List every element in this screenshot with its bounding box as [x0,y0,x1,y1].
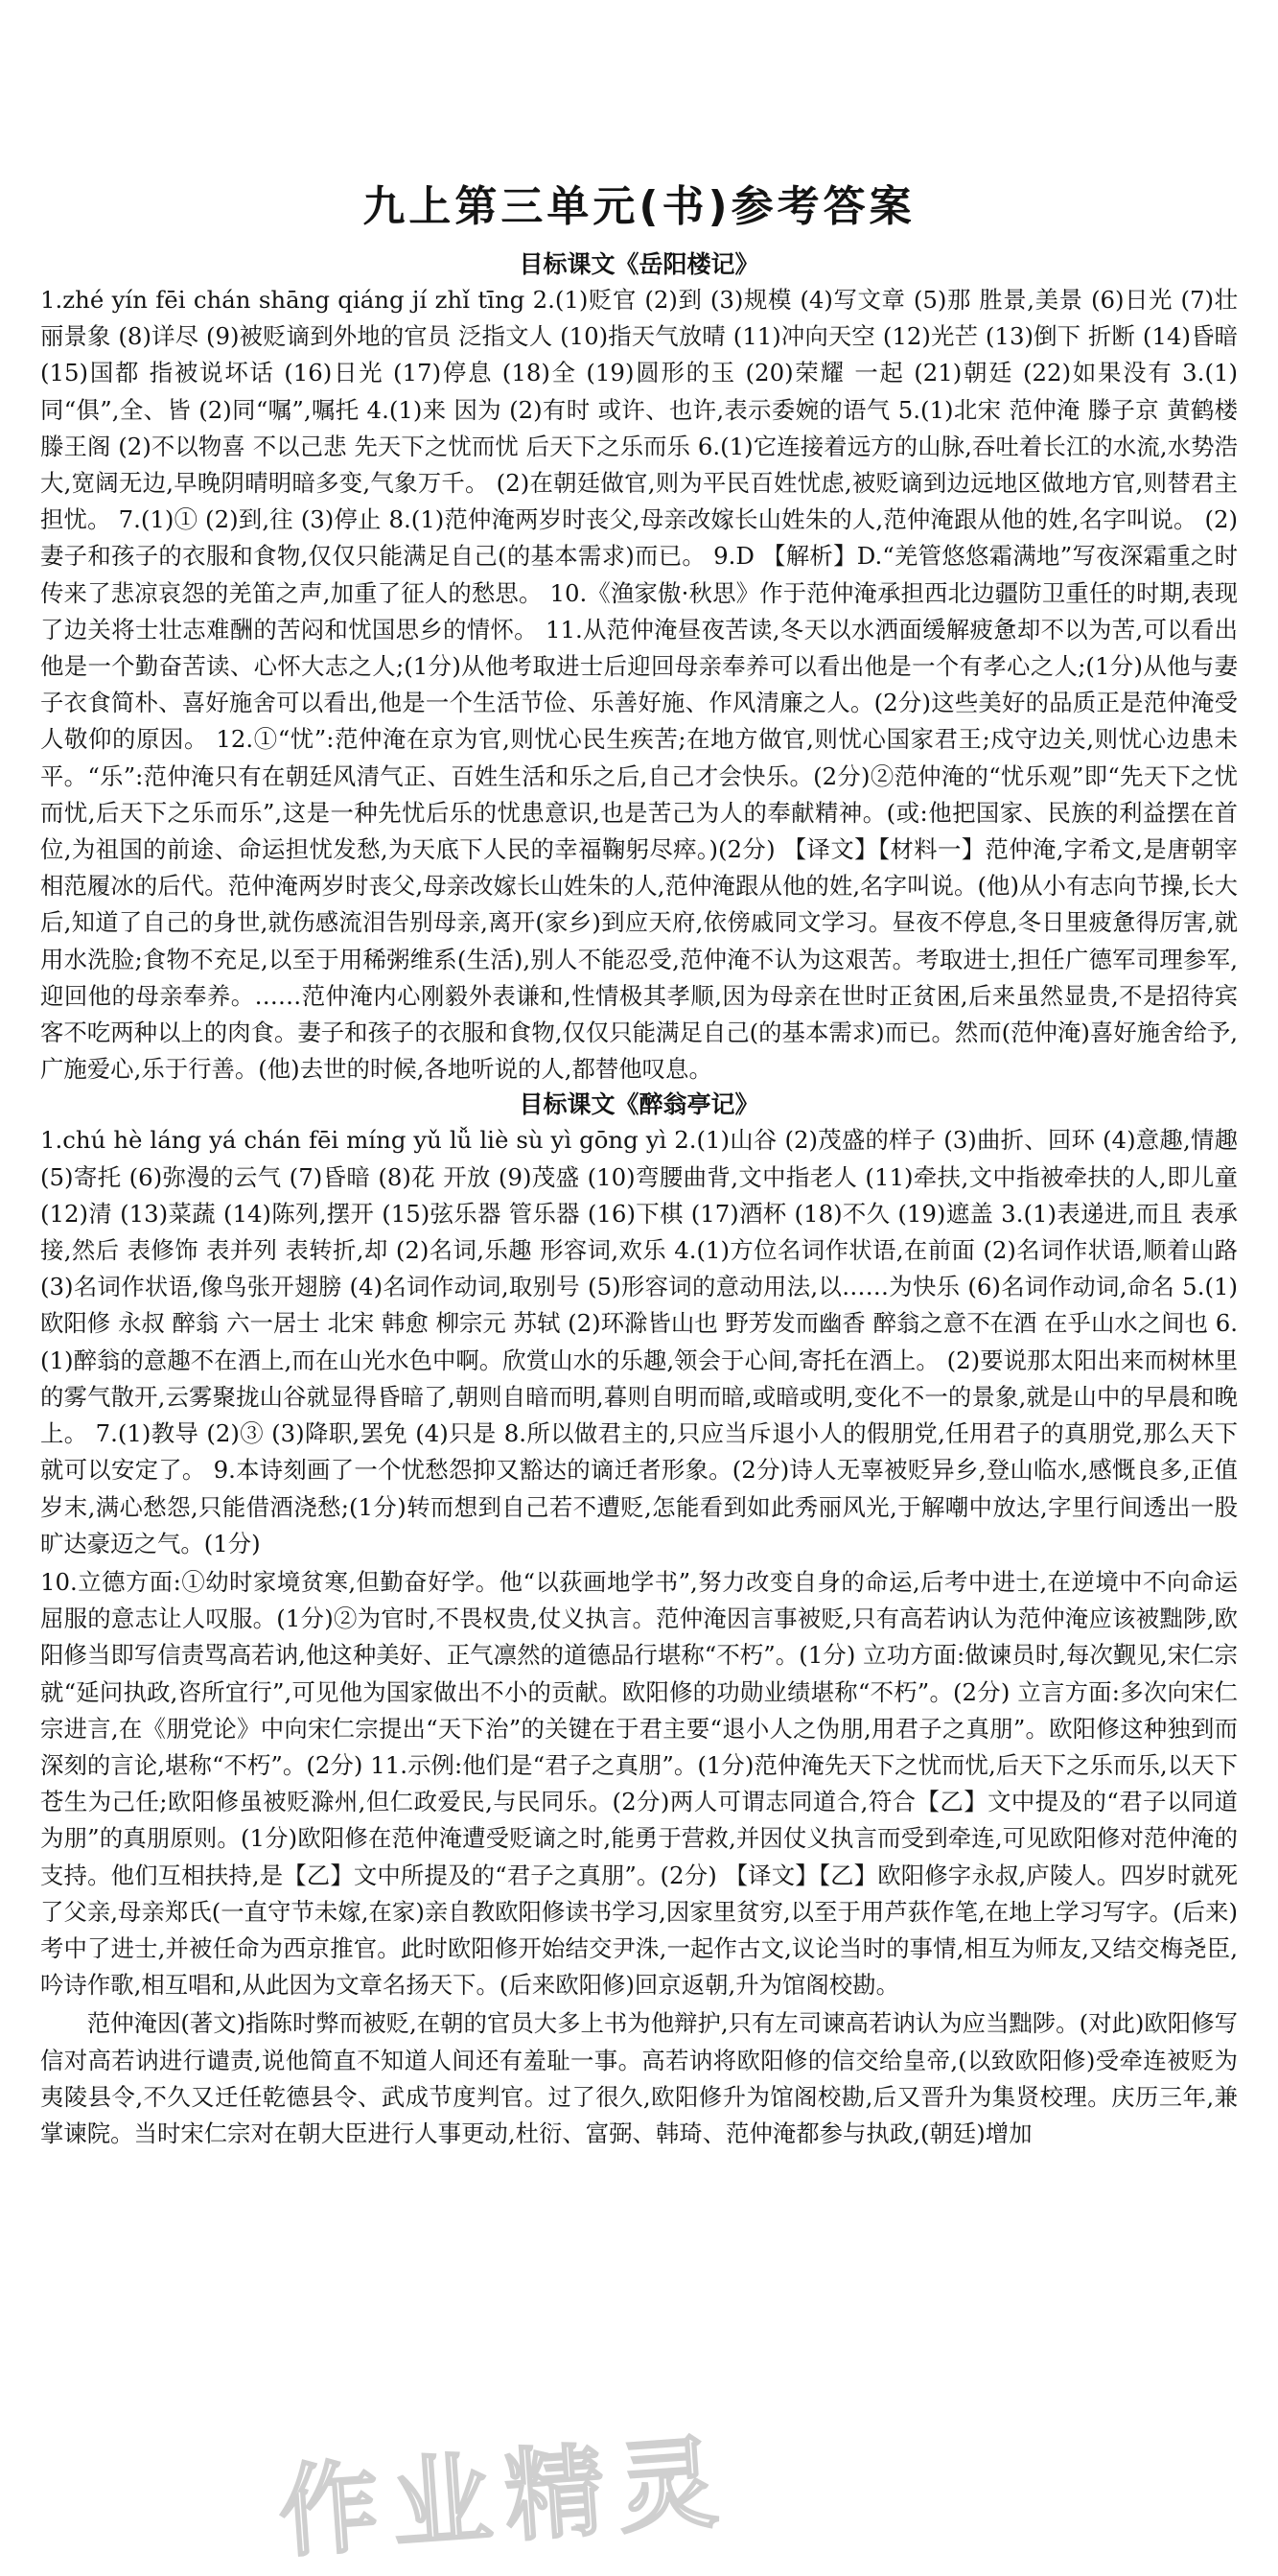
section-heading-yueyanglou: 目标课文《岳阳楼记》 [519,250,759,278]
section-heading-zuiwengting: 目标课文《醉翁亭记》 [519,1090,759,1119]
watermark-logo: 作业精灵 [274,2423,735,2572]
page-title: 九上第三单元(书)参考答案 [362,182,916,231]
answer-paragraph: 范仲淹因(著文)指陈时弊而被贬,在朝的官员大多上书为他辩护,只有左司谏高若讷认为应当黜陟。(对此)欧阳修写信对高若讷进行谴责,说他简直不知道人间还有羞耻一事。高若讷将欧阳修的信交给皇帝,(以致欧阳修)受牵连被贬为夷陵县令,不久又迁任乾德县令、武成节度判官。过了很久,欧阳修升为馆阁校勘,后又晋升为集贤校理。庆历三年,兼掌谏院。当时宋仁宗对在朝大臣进行人事更动,杜衍、富弼、韩琦、范仲淹都参与执政,(朝廷)增加 [40,2009,1238,2147]
answer-paragraph: 10.立德方面:①幼时家境贫寒,但勤奋好学。他“以荻画地学书”,努力改变自身的命运,后考中进士,在逆境中不向命运屈服的意志让人叹服。(1分)②为官时,不畏权贵,仗义执言。范仲淹因言事被贬,只有高若讷认为范仲淹应该被黜陟,欧阳修当即写信责骂高若讷,他这种美好、正气凛然的道德品行堪称“不朽”。(1分) 立功方面:做谏员时,每次觐见,宋仁宗就“延问执政,咨所宜行”,可见他为国家做出不小的贡献。欧阳修的功勋业绩堪称“不朽”。(2分) 立言方面:多次向宋仁宗进言,在《朋党论》中向宋仁宗提出“天下治”的关键在于君主要“退小人之伪朋,用君子之真朋”。欧阳修这种独到而深刻的言论,堪称“不朽”。(2分) 11.示例:他们是“君子之真朋”。(1分)范仲淹先天下之忧而忧,后天下之乐而乐,以天下苍生为己任;欧阳修虽被贬滁州,但仁政爱民,与民同乐。(2分)两人可谓志同道合,符合【乙】文中提及的“君子以同道为朋”的真朋原则。(1分)欧阳修在范仲淹遭受贬谪之时,能勇于营救,并因仗义执言而受到牵连,可见欧阳修对范仲淹的支持。他们互相扶持,是【乙】文中所提及的“君子之真朋”。(2分) 【译文】【乙】欧阳修字永叔,庐陵人。四岁时就死了父亲,母亲郑氏(一直守节未嫁,在家)亲自教欧阳修读书学习,因家里贫穷,以至于用芦荻作笔,在地上学习写字。(后来)考中了进士,并被任命为西京推官。此时欧阳修开始结交尹洙,一起作古文,议论当时的事情,相互为师友,又结交梅尧臣,吟诗作歌,相互唱和,从此因为文章名扬天下。(后来欧阳修)回京返朝,升为馆阁校勘。 [40,1567,1238,2000]
answer-paragraph: 1.chú hè láng yá chán fēi míng yǔ lǚ liè sù yì gōng yì 2.(1)山谷 (2)茂盛的样子 (3)曲折、回环 (4)意趣,情趣 (5)寄托 (6)弥漫的云气 (7)昏暗 (8)花 开放 (9)茂盛 (10)弯腰曲背,文中指老人 (11)牵扶,文中指被牵扶的人,即儿童 (12)清 (13)菜蔬 (14)陈列,摆开 (15)弦乐器 管乐器 (16)下棋 (17)酒杯 (18)不久 (19)遮盖 3.(1)表递进,而且 表承接,然后 表修饰 表并列 表转折,却 (2)名词,乐趣 形容词,欢乐 4.(1)方位名词作状语,在前面 (2)名词作状语,顺着山路 (3)名词作状语,像鸟张开翅膀 (4)名词作动词,取别号 (5)形容词的意动用法,以……为快乐 (6)名词作动词,命名 5.(1)欧阳修 永叔 醉翁 六一居士 北宋 韩愈 柳宗元 苏轼 (2)环滁皆山也 野芳发而幽香 醉翁之意不在酒 在乎山水之间也 6.(1)醉翁的意趣不在酒上,而在山光水色中啊。欣赏山水的乐趣,领会于心间,寄托在酒上。 (2)要说那太阳出来而树林里的雾气散开,云雾聚拢山谷就显得昏暗了,朝则自暗而明,暮则自明而暗,或暗或明,变化不一的景象,就是山中的早晨和晚上。 7.(1)教导 (2)③ (3)降职,罢免 (4)只是 8.所以做君主的,只应当斥退小人的假朋党,任用君子的真朋党,那么天下就可以安定了。 9.本诗刻画了一个忧愁怨抑又豁达的谪迁者形象。(2分)诗人无辜被贬异乡,登山临水,感慨良多,正值岁末,满心愁怨,只能借酒浇愁;(1分)转而想到自己若不遭贬,怎能看到如此秀丽风光,于解嘲中放达,字里行间透出一股旷达豪迈之气。(1分) [40,1126,1238,1557]
answer-paragraph: 1.zhé yín fēi chán shāng qiáng jí zhǐ tīng 2.(1)贬官 (2)到 (3)规模 (4)写文章 (5)那 胜景,美景 (6)日光 (7)壮丽景象 (8)详尽 (9)被贬谪到外地的官员 泛指文人 (10)指天气放晴 (11)冲向天空 (12)光芒 (13)倒下 折断 (14)昏暗 (15)国都 指被说坏话 (16)日光 (17)停息 (18)全 (19)圆形的玉 (20)荣耀 一起 (21)朝廷 (22)如果没有 3.(1)同“俱”,全、皆 (2)同“嘱”,嘱托 4.(1)来 因为 (2)有时 或许、也许,表示委婉的语气 5.(1)北宋 范仲淹 滕子京 黄鹤楼 滕王阁 (2)不以物喜 不以己悲 先天下之忧而忧 后天下之乐而乐 6.(1)它连接着远方的山脉,吞吐着长江的水流,水势浩大,宽阔无边,早晚阴晴明暗多变,气象万千。 (2)在朝廷做官,则为平民百姓忧虑,被贬谪到边远地区做地方官,则替君主担忧。 7.(1)① (2)到,往 (3)停止 8.(1)范仲淹两岁时丧父,母亲改嫁长山姓朱的人,范仲淹跟从他的姓,名字叫说。 (2)妻子和孩子的衣服和食物,仅仅只能满足自己(的基本需求)而已。 9.D 【解析】D.“羌管悠悠霜满地”写夜深霜重之时传来了悲凉哀怨的羌笛之声,加重了征人的愁思。 10.《渔家傲·秋思》作于范仲淹承担西北边疆防卫重任的时期,表现了边关将士壮志难酬的苦闷和忧国思乡的情怀。 11.从范仲淹昼夜苦读,冬天以水洒面缓解疲惫却不以为苦,可以看出他是一个勤奋苦读、心怀大志之人;(1分)从他考取进士后迎回母亲奉养可以看出他是一个有孝心之人;(1分)从他与妻子衣食简朴、喜好施舍可以看出,他是一个生活节俭、乐善好施、作风清廉之人。(2分)这些美好的品质正是范仲淹受人敬仰的原因。 12.①“忧”:范仲淹在京为官,则忧心民生疾苦;在地方做官,则忧心国家君王;戍守边关,则忧心边患未平。“乐”:范仲淹只有在朝廷风清气正、百姓生活和乐之后,自己才会快乐。(2分)②范仲淹的“忧乐观”即“先天下之忧而忧,后天下之乐而乐”,这是一种先忧后乐的忧患意识,也是苦己为人的奉献精神。(或:他把国家、民族的利益摆在首位,为祖国的前途、命运担忧发愁,为天底下人民的幸福鞠躬尽瘁。)(2分) 【译文】【材料一】范仲淹,字希文,是唐朝宰相范履冰的后代。范仲淹两岁时丧父,母亲改嫁长山姓朱的人,范仲淹跟从他的姓,名字叫说。(他)从小有志向节操,长大后,知道了自己的身世,就伤感流泪告别母亲,离开(家乡)到应天府,依傍戚同文学习。昼夜不停息,冬日里疲惫得厉害,就用水洗脸;食物不充足,以至于用稀粥维系(生活),别人不能忍受,范仲淹不认为这艰苦。考取进士,担任广德军司理参军,迎回他的母亲奉养。……范仲淹内心刚毅外表谦和,性情极其孝顺,因为母亲在世时正贫困,后来虽然显贵,不是招待宾客不吃两种以上的肉食。妻子和孩子的衣服和食物,仅仅只能满足自己(的基本需求)而已。然而(范仲淹)喜好施舍给予,广施爱心,乐于行善。(他)去世的时候,各地听说的人,都替他叹息。 [40,286,1238,1084]
